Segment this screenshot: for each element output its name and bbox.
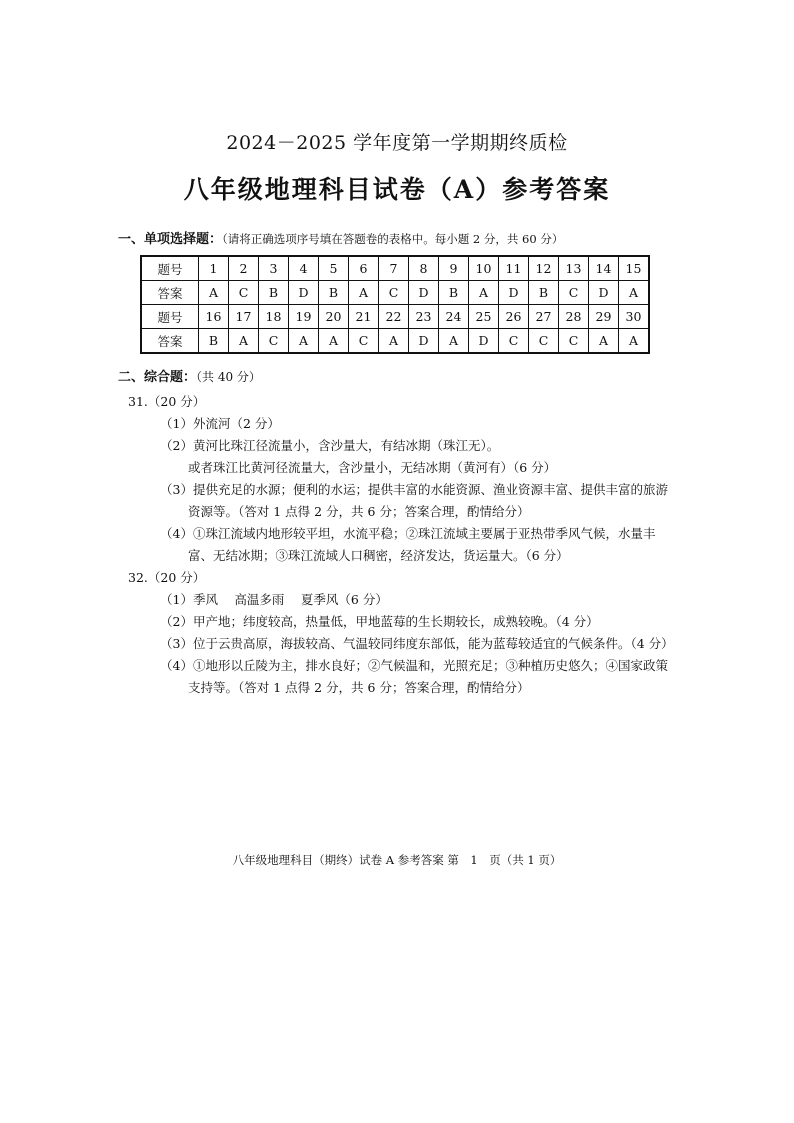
answer-cell: A — [619, 281, 650, 305]
answer-cell: B — [199, 329, 229, 354]
section2-heading-row — [118, 366, 261, 385]
question-number: 8 — [409, 256, 439, 281]
row-label: 题号 — [141, 305, 199, 329]
answer-cell: C — [529, 329, 559, 354]
answer-cell: B — [319, 281, 349, 305]
question-number: 12 — [529, 256, 559, 281]
q31-part2: （2）黄河比珠江径流量小，含沙量大，有结冰期（珠江无）。 — [160, 438, 500, 453]
question-number: 10 — [469, 256, 499, 281]
q32-part4: （4）①地形以丘陵为主，排水良好；②气候温和，光照充足；③种植历史悠久；④国家政策 — [160, 658, 668, 673]
question-number: 27 — [529, 305, 559, 329]
q31-part4-cont: 富、无结冰期；③珠江流域人口稠密，经济发达，货运量大。（6 分） — [188, 548, 569, 563]
answer-table — [140, 255, 650, 354]
question-number: 9 — [439, 256, 469, 281]
question-number: 20 — [319, 305, 349, 329]
question-number: 29 — [589, 305, 619, 329]
answer-cell: C — [229, 281, 259, 305]
question-number: 22 — [379, 305, 409, 329]
question-number: 19 — [289, 305, 319, 329]
answer-cell: D — [499, 281, 529, 305]
answer-cell: A — [439, 329, 469, 354]
q32-part2: （2）甲产地；纬度较高，热量低，甲地蓝莓的生长期较长，成熟较晚。（4 分） — [160, 614, 599, 629]
question-number: 3 — [259, 256, 289, 281]
question-number: 21 — [349, 305, 379, 329]
q31-part1: （1）外流河（2 分） — [160, 416, 280, 431]
q31-title: 31.（20 分） — [128, 394, 206, 409]
answer-cell: A — [199, 281, 229, 305]
answer-cell: D — [469, 329, 499, 354]
answer-cell: C — [559, 281, 589, 305]
question-number: 26 — [499, 305, 529, 329]
question-number: 30 — [619, 305, 650, 329]
q31-part2-cont: 或者珠江比黄河径流量大，含沙量小，无结冰期（黄河有）（6 分） — [188, 460, 557, 475]
question-number: 24 — [439, 305, 469, 329]
table-row-answers-2 — [141, 329, 649, 354]
exam-term-title: 2024－2025 学年度第一学期期终质检 — [226, 132, 568, 154]
answer-cell: D — [589, 281, 619, 305]
answer-cell: A — [289, 329, 319, 354]
answer-cell: C — [349, 329, 379, 354]
answer-cell: B — [439, 281, 469, 305]
answer-cell: A — [619, 329, 650, 354]
q32-title: 32.（20 分） — [128, 570, 206, 585]
q32-part4-cont: 支持等。（答对 1 点得 2 分，共 6 分；答案合理，酌情给分） — [188, 680, 530, 695]
section1-heading: 一、单项选择题： — [118, 232, 223, 247]
section2-heading: 二、综合题： — [118, 370, 197, 385]
answer-cell: D — [289, 281, 319, 305]
answer-cell: C — [259, 329, 289, 354]
question-number: 14 — [589, 256, 619, 281]
question-number: 7 — [379, 256, 409, 281]
question-number: 13 — [559, 256, 589, 281]
answer-key-title: 八年级地理科目试卷（A）参考答案 — [183, 175, 611, 204]
q32-part3: （3）位于云贵高原，海拔较高、气温较同纬度东部低，能为蓝莓较适宜的气候条件。（4 分） — [160, 636, 674, 651]
section2-note: （共 40 分） — [196, 370, 261, 384]
row-label: 答案 — [141, 281, 199, 305]
row-label: 答案 — [141, 329, 199, 354]
answer-cell: A — [319, 329, 349, 354]
question-number: 1 — [199, 256, 229, 281]
table-row-answers-1 — [141, 281, 649, 305]
question-number: 15 — [619, 256, 650, 281]
section1-note: （请将正确选项序号填在答题卷的表格中。每小题 2 分，共 60 分） — [222, 232, 564, 246]
question-number: 28 — [559, 305, 589, 329]
row-label: 题号 — [141, 256, 199, 281]
question-number: 6 — [349, 256, 379, 281]
question-number: 2 — [229, 256, 259, 281]
question-number: 5 — [319, 256, 349, 281]
page-footer: 八年级地理科目（期终）试卷 A 参考答案 第 1 页（共 1 页） — [232, 853, 562, 867]
answer-cell: C — [499, 329, 529, 354]
answer-cell: B — [259, 281, 289, 305]
question-number: 25 — [469, 305, 499, 329]
answer-cell: A — [469, 281, 499, 305]
question-number: 11 — [499, 256, 529, 281]
q32-part1: （1）季风 高温多雨 夏季风（6 分） — [160, 592, 388, 607]
section1-heading-row — [118, 228, 563, 247]
question-number: 18 — [259, 305, 289, 329]
question-number: 4 — [289, 256, 319, 281]
table-row-numbers-2 — [141, 305, 649, 329]
answer-cell: D — [409, 281, 439, 305]
answer-cell: A — [349, 281, 379, 305]
answer-cell: A — [589, 329, 619, 354]
answer-cell: B — [529, 281, 559, 305]
table-row-numbers-1 — [141, 256, 649, 281]
answer-cell: A — [229, 329, 259, 354]
answer-cell: C — [559, 329, 589, 354]
question-number: 16 — [199, 305, 229, 329]
answer-cell: A — [379, 329, 409, 354]
q31-part3-cont: 资源等。（答对 1 点得 2 分，共 6 分；答案合理，酌情给分） — [188, 504, 530, 519]
q31-part4: （4）①珠江流域内地形较平坦，水流平稳；②珠江流域主要属于亚热带季风气候，水量丰 — [160, 526, 656, 541]
answer-cell: D — [409, 329, 439, 354]
question-number: 23 — [409, 305, 439, 329]
q31-part3: （3）提供充足的水源；便利的水运；提供丰富的水能资源、渔业资源丰富、提供丰富的旅游 — [160, 482, 668, 497]
question-number: 17 — [229, 305, 259, 329]
answer-cell: C — [379, 281, 409, 305]
